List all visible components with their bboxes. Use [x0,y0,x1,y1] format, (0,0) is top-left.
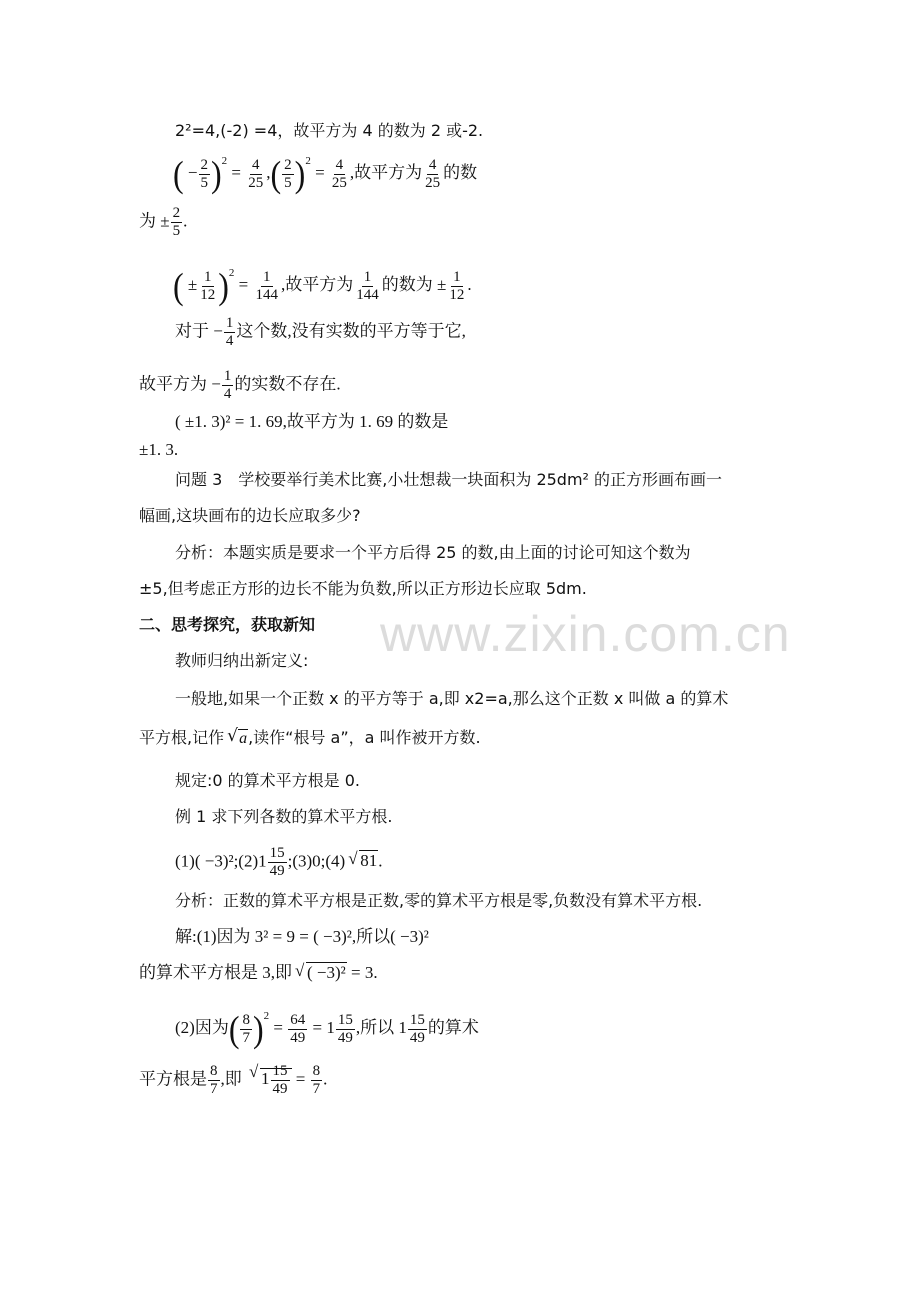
fraction: $\frac{8}{7}$ [210,1063,218,1097]
solution-line-1: 解:(1)因为 3² = 9 = ( −3)²,所以( −3)² [175,927,429,946]
fraction: $\frac{4}{25}$ [331,156,347,191]
fraction: $\frac{2}{5}$ [284,156,292,191]
fraction: $\frac{1}{144}$ [356,268,379,303]
line-plus-minus-1-3: ±1. 3. [139,440,179,459]
fraction: $\frac{15}{49}$ [337,1011,353,1046]
line-1-3-squared: ( ±1. 3)² = 1. 69,故平方为 1. 69 的数是 [175,412,449,431]
teacher-summary: 教师归纳出新定义: [175,651,309,670]
watermark: www.zixin.com.cn [380,606,791,662]
line-fraction-2-5: ( − $\frac{2}{5}$ )$^2$ = $\frac{4}{25}$ ,( $\frac{2}{5}$ )$^2$ = $\frac{4}{25}$ ,故平方为 $\frac{4}{25}$ 的数 [173,153,478,195]
problem-3-line-2: 幅画,这块画布的边长应取多少? [139,506,361,525]
solution-line-3: (2)因为( $\frac{8}{7}$ )$^2$ = $\frac{64}{49}$ = 1 $\frac{15}{49}$ ,所以 1 $\frac{15}{49}$ 的算术 [175,1008,479,1050]
solution-line-2: 的算术平方根是 3,即√ ( −3)² = 3. [139,962,378,984]
fraction: $\frac{15}{49}$ [409,1011,425,1046]
definition-line-1: 一般地,如果一个正数 x 的平方等于 a,即 x2=a,那么这个正数 x 叫做 a 的算术 [175,689,729,708]
line-fraction-1-12: ( ± $\frac{1}{12}$ )$^2$ = $\frac{1}{144}$ ,故平方为 $\frac{1}{144}$ 的数为 ± $\frac{1}{12}$ . [173,265,472,307]
analysis-1-line-2: ±5,但考虑正方形的边长不能为负数,所以正方形边长应取 5dm. [139,579,587,598]
fraction: $\frac{8}{7}$ [242,1011,250,1046]
line-no-real-number: 故平方为 − $\frac{1}{4}$ 的实数不存在. [139,368,341,402]
fraction: $\frac{2}{5}$ [200,156,208,191]
fraction: $\frac{15}{49}$ [269,845,285,879]
fraction: $\frac{2}{5}$ [172,205,181,239]
fraction: $\frac{1}{144}$ [255,268,278,303]
sqrt-neg3-squared: √ ( −3)² [295,962,347,984]
fraction: $\frac{1}{12}$ [200,268,216,303]
example-1-items: (1)( −3)²;(2)1 $\frac{15}{49}$ ;(3)0;(4)√ 81. [175,845,382,880]
rule-line: 规定:0 的算术平方根是 0. [175,771,361,790]
sqrt-81: √ 81 [348,850,378,872]
section-heading: 二、思考探究，获取新知 [139,615,316,634]
fraction: $\frac{15}{49}$ [272,1063,288,1097]
line-negative-quarter: 对于 − $\frac{1}{4}$ 这个数,没有实数的平方等于它, [175,315,466,349]
example-1-title: 例 1 求下列各数的算术平方根. [175,807,393,826]
definition-line-2: 平方根,记作√ a,读作“根号 a”，a 叫作被开方数. [139,727,481,750]
fraction: $\frac{1}{12}$ [449,268,465,303]
problem-3-line-1: 问题 3 学校要举行美术比赛,小壮想裁一块面积为 25dm² 的正方形画布画一 [175,470,723,489]
analysis-1-line-1: 分析：本题实质是要求一个平方后得 25 的数,由上面的讨论可知这个数为 [175,543,691,562]
fraction: $\frac{8}{7}$ [312,1063,321,1097]
solution-line-4: 平方根是 $\frac{8}{7}$ ,即 √ 1 $\frac{15}{49}$ = $\frac{8}{7}$ . [139,1063,327,1098]
paren: ( [173,153,184,195]
analysis-2: 分析：正数的算术平方根是正数,零的算术平方根是零,负数没有算术平方根. [175,891,703,910]
fraction: $\frac{1}{4}$ [223,368,232,402]
sqrt-a: √ a [227,727,248,750]
fraction: $\frac{4}{25}$ [425,156,441,191]
fraction: $\frac{64}{49}$ [290,1011,306,1046]
line-plus-minus-2-5: 为 ± $\frac{2}{5}$ . [139,205,188,239]
fraction: $\frac{4}{25}$ [248,156,264,191]
line-squares-2: 2²=4,(-2) =4，故平方为 4 的数为 2 或-2. [175,121,484,140]
sqrt-mixed-number: √ 1 $\frac{15}{49}$ [249,1063,292,1098]
fraction: $\frac{1}{4}$ [225,315,234,349]
